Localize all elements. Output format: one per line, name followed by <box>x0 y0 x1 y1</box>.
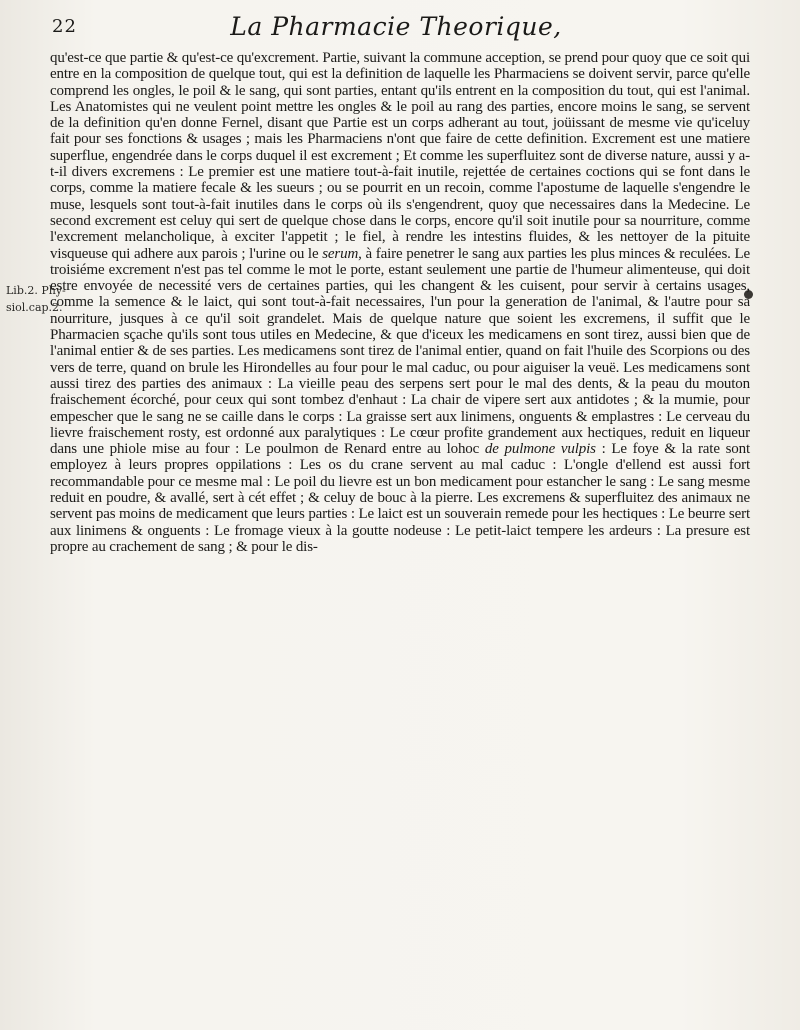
page-number: 22 <box>52 16 77 37</box>
running-title: La Pharmacie Theorique, <box>230 12 562 41</box>
margin-note-line: siol.cap.2. <box>6 301 63 314</box>
body-text-run: , à faire penetrer le sang aux parties les plus minces & reculées. Le troisiéme excrement n'est pas tel comme le mot le porte, estant seulement une partie de l'humeur alimenteuse, qui doit estre envoyée de necessité vers de certaines parties, qui les changent & les cuisent, pour servir à certains usages, comme la semence & le laict, qui sont tout-à-fait necessaires, l'un pour la generation de l'animal, & l'autre pour sa nourriture, jusques à ce qu'il soit grandelet. Mais de quelque nature que soient les excremens, il suffit que le Pharmacien sçache qu'ils sont tous utiles en Medecine, & que d'iceux les medicamens en sont tirez, aussi bien que de l'animal entier & de ses parties. Les medicamens sont tirez de l'animal entier, quand on fait l'huile des Scorpions ou des vers de terre, quand on brule les Hirondelles au four pour le mal caduc, ou pour aiguiser la veuë. Les medicamens sont aussi tirez des parties des animaux : La vieille peau des serpens sert pour le mal des dents, & la peau du mouton fraischement écorché, pour ceux qui sont tombez d'enhaut : La chair de vipere sert aux antidotes ; & la mumie, pour empescher que le sang ne se caille dans le corps : La graisse sert aux linimens, onguents & emplastres : Le cerveau du lievre fraischement rosty, est ordonné aux paralytiques : Le cœur profite grandement aux hectiques, reduit en liqueur dans une phiole mise au four : Le poulmon de Renard entre au lohoc <box>50 245 751 458</box>
body-text-italic: de pulmone vulpis <box>484 441 596 458</box>
margin-note <box>6 282 66 316</box>
body-text-run: : Le foye & la rate sont employez à leurs propres oppilations : Les os du crane servent au mal caduc : L'ongle d'ellend est aussi fort recommandable pour ce mesme mal : Le poil du lievre est un bon medicament pour estancher le sang : Le sang mesme reduit en poudre, & avallé, sert à cét effet ; & celuy de bouc à la pierre. Les excremens & superfluitez des animaux ne servent pas moins de medicament que leurs parties : Le laict est un souverain remede pour les hectiques : Le beurre sert aux linimens & onguents : Le fromage vieux à la goutte nodeuse : Le petit-laict tempere les ardeurs : La presure est propre au crachement de sang ; & pour le dis- <box>50 441 750 555</box>
page-header <box>46 12 746 42</box>
margin-note-line: Lib.2. Phy- <box>6 284 66 297</box>
body-text <box>50 50 750 555</box>
body-text-run: qu'est-ce que partie & qu'est-ce qu'excrement. Partie, suivant la commune acception, se prend pour quoy que ce soit qui entre en la composition de quelque tout, qui est la definition de laquelle les Pharmaciens se doivent servir, parce qu'elle comprend les ongles, le poil & le sang, qui sont parties, entant qu'ils entrent en la composition du tout, qui est l'animal. Les Anatomistes qui ne veulent point mettre les ongles & le poil au rang des parties, encore moins le sang, se servent de la definition qu'en donne Fernel, disant que Partie est un corps adherant au tout, joüissant de mesme vie qu'iceluy fait pour ses fonctions & usages ; mais les Pharmaciens n'ont que faire de cette definition. Excrement est une matiere superflue, engendrée dans le corps duquel il est excrement ; Et comme les superfluitez sont de diverse nature, aussi y a-t-il divers excremens : Le premier est une matiere tout-à-fait inutile, rejettée de certaines coctions qui se font dans le corps, comme la matiere fecale & les sueurs ; ou se pourrit en un recoin, comme l'apostume de laquelle s'engendre le muse, lesquels sont tout-à-fait inutiles dans le corps où ils s'engendrent, quoy que necessaires dans la Medecine. Le second excrement est celuy qui sert de quelque chose dans le corps, encore qu'il soit inutile pour sa nourriture, comme l'excrement melancholique, à exciter l'appetit ; le fiel, à rendre les intestins fluides, & les nettoyer de la pituite visqueuse qui adhere aux parois ; l'urine ou le <box>50 50 750 262</box>
body-text-italic: serum <box>322 245 359 262</box>
